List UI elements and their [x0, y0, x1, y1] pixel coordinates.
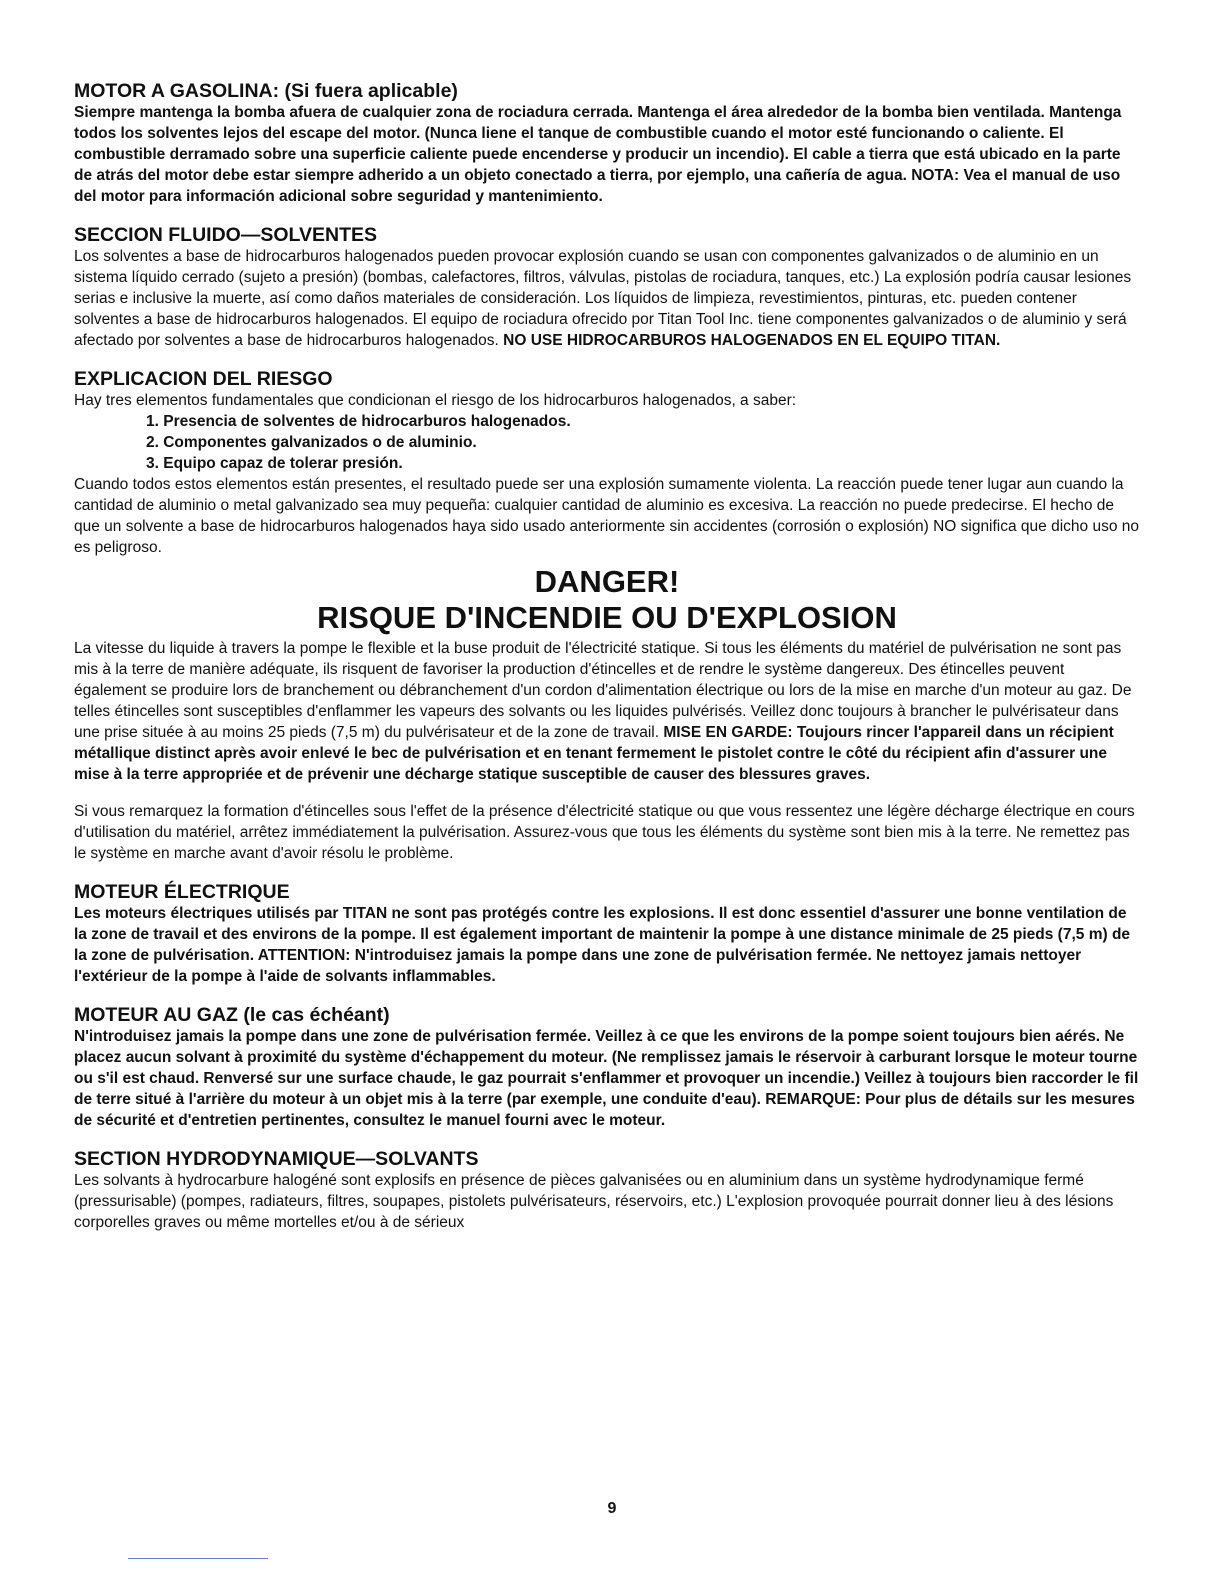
section-body-2: Si vous remarquez la formation d'étincelles sous l'effet de la présence d'électricité statique ou que vous ressentez une légère décharge électrique en cours d'utilisation du matériel, arrêtez immédiatement la pulvérisation. Assurez-vous que tous les éléments du système sont bien mis à la terre. Ne remettez pas le système en marche avant d'avoir résolu le problème. [74, 803, 1135, 862]
section-body: Les moteurs électriques utilisés par TITAN ne sont pas protégés contre les explosions. Il est donc essentiel d'assurer une bonne ventilation de la zone de travail et des environs de la pompe. Il est également important de maintenir la pompe à une distance minimale de 25 pieds (7,5 m) de la zone de pulvérisation. ATTENTION: N'introduisez jamais la pompe dans une zone de pulvérisation fermée. Ne nettoyez jamais nettoyer l'extérieur de la pompe à l'aide de solvants inflammables. [74, 905, 1131, 985]
danger-subtitle: RISQUE D'INCENDIE OU D'EXPLOSION [317, 600, 897, 635]
section-title: SECTION HYDRODYNAMIQUE—SOLVANTS [74, 1148, 479, 1170]
section-motor-gasolina [74, 80, 1140, 207]
section-moteur-gaz [74, 1004, 1140, 1131]
manual-page [74, 80, 1140, 1250]
section-body [74, 638, 1140, 785]
section-body-text: Los solventes a base de hidrocarburos halogenados pueden provocar explosión cuando se usan con componentes galvanizados o de aluminio en un sistema líquido cerrado (sujeto a presión) (bombas, calefactores, filtros, válvulas, pistolas de rociadura, tanques, etc.) La explosión podría causar lesiones serias e inclusive la muerte, así como daños materiales de consideración. Los líquidos de limpieza, revestimientos, pinturas, etc. pueden contener solventes a base de hidrocarburos halogenados. El equipo de rociadura ofrecido por Titan Tool Inc. tiene componentes galvanizados o de aluminio y será afectado por solventes a base de hidrocarburos halogenados. [74, 248, 1132, 349]
section-fluido-solventes [74, 224, 1140, 351]
danger-title: DANGER! [534, 564, 680, 599]
section-body [74, 246, 1140, 351]
section-body: Les solvants à hydrocarbure halogéné sont explosifs en présence de pièces galvanisées ou en aluminium dans un système hydrodynamique fermé (pressurisable) (pompes, radiateurs, filtres, soupapes, pistolets pulvérisateurs, réservoirs, etc.) L'explosion provoquée pourrait donner lieu à des lésions corporelles graves ou même mortelles et/ou à de sérieux [74, 1172, 1114, 1231]
section-body: N'introduisez jamais la pompe dans une zone de pulvérisation fermée. Veillez à ce que les environs de la pompe soient toujours bien aérés. Ne placez aucun solvant à proximité du système d'échappement du moteur. (Ne remplissez jamais le réservoir à carburant lorsque le moteur tourne ou s'il est chaud. Renversé sur une surface chaude, le gaz pourrait s'enflammer et provoquer un incendie.) Veillez à toujours bien raccorder le fil de terre situé à l'arrière du moteur à un objet mis à la terre (par exemple, une conduite d'eau). REMARQUE: Pour plus de détails sur les mesures de sécurité et d'entretien pertinentes, consultez le manuel fourni avec le moteur. [74, 1028, 1139, 1129]
warning-text: NO USE HIDROCARBUROS HALOGENADOS EN EL EQUIPO TITAN. [503, 332, 1001, 349]
section-title: SECCION FLUIDO—SOLVENTES [74, 224, 377, 246]
list-item: 3. Equipo capaz de tolerar presión. [146, 455, 403, 472]
section-hydrodynamique [74, 1148, 1140, 1233]
section-title: MOTEUR ÉLECTRIQUE [74, 881, 290, 903]
page-number: 9 [607, 1500, 617, 1517]
footer-divider [128, 1558, 268, 1559]
list-item: 1. Presencia de solventes de hidrocarburos halogenados. [146, 413, 571, 430]
section-title: MOTEUR AU GAZ (le cas échéant) [74, 1004, 390, 1026]
section-title: MOTOR A GASOLINA: (Si fuera aplicable) [74, 80, 458, 102]
section-body: Cuando todos estos elementos están presentes, el resultado puede ser una explosión sumamente violenta. La reacción puede tener lugar aun cuando la cantidad de aluminio o metal galvanizado sea muy pequeña: cualquier cantidad de aluminio es excesiva. La reacción no puede predecirse. El hecho de que un solvente a base de hidrocarburos halogenados haya sido usado anteriormente sin accidentes (corrosión o explosión) NO significa que dicho uso no es peligroso. [74, 476, 1139, 556]
spacer [74, 785, 1140, 801]
section-body: Siempre mantenga la bomba afuera de cualquier zona de rociadura cerrada. Mantenga el área alrededor de la bomba bien ventilada. Mantenga todos los solventes lejos del escape del motor. (Nunca liene el tanque de combustible cuando el motor esté funcionando o caliente. El combustible derramado sobre una superficie caliente puede encenderse y producir un incendio). El cable a tierra que está ubicado en la parte de atrás del motor debe estar siempre adherido a un objeto conectado a tierra, por ejemplo, una cañería de agua. NOTA: Vea el manual de uso del motor para información adicional sobre seguridad y mantenimiento. [74, 104, 1122, 205]
risk-list [74, 411, 1140, 474]
section-moteur-electrique [74, 881, 1140, 987]
list-item: 2. Componentes galvanizados o de aluminio. [146, 434, 477, 451]
section-explicacion-riesgo [74, 368, 1140, 558]
section-title: EXPLICACION DEL RIESGO [74, 368, 333, 390]
section-body-text: La vitesse du liquide à travers la pompe le flexible et la buse produit de l'électricité statique. Si tous les éléments du matériel de pulvérisation ne sont pas mis à la terre de manière adéquate, ils risquent de favoriser la production d'étincelles et de rendre le système dangereux. Des étincelles peuvent également se produire lors de branchement ou débranchement d'un cordon d'alimentation électrique ou lors de la mise en marche d'un moteur au gaz. De telles étincelles sont susceptibles d'enflammer les vapeurs des solvants ou les liquides pulvérisés. Veillez donc toujours à brancher le pulvérisateur dans une prise située à au moins 25 pieds (7,5 m) du pulvérisateur et de la zone de travail. [74, 640, 1132, 741]
section-intro: Hay tres elementos fundamentales que condicionan el riesgo de los hidrocarburos halogenados, a saber: [74, 392, 797, 409]
section-danger [74, 564, 1140, 864]
warning-text: MISE EN GARDE: Toujours rincer l'appareil dans un récipient métallique distinct après avoir enlevé le bec de pulvérisation et en tenant fermement le pistolet contre le côté du récipient afin d'assurer une mise à la terre appropriée et de prévenir une décharge statique susceptible de causer des blessures graves. [74, 724, 1114, 783]
